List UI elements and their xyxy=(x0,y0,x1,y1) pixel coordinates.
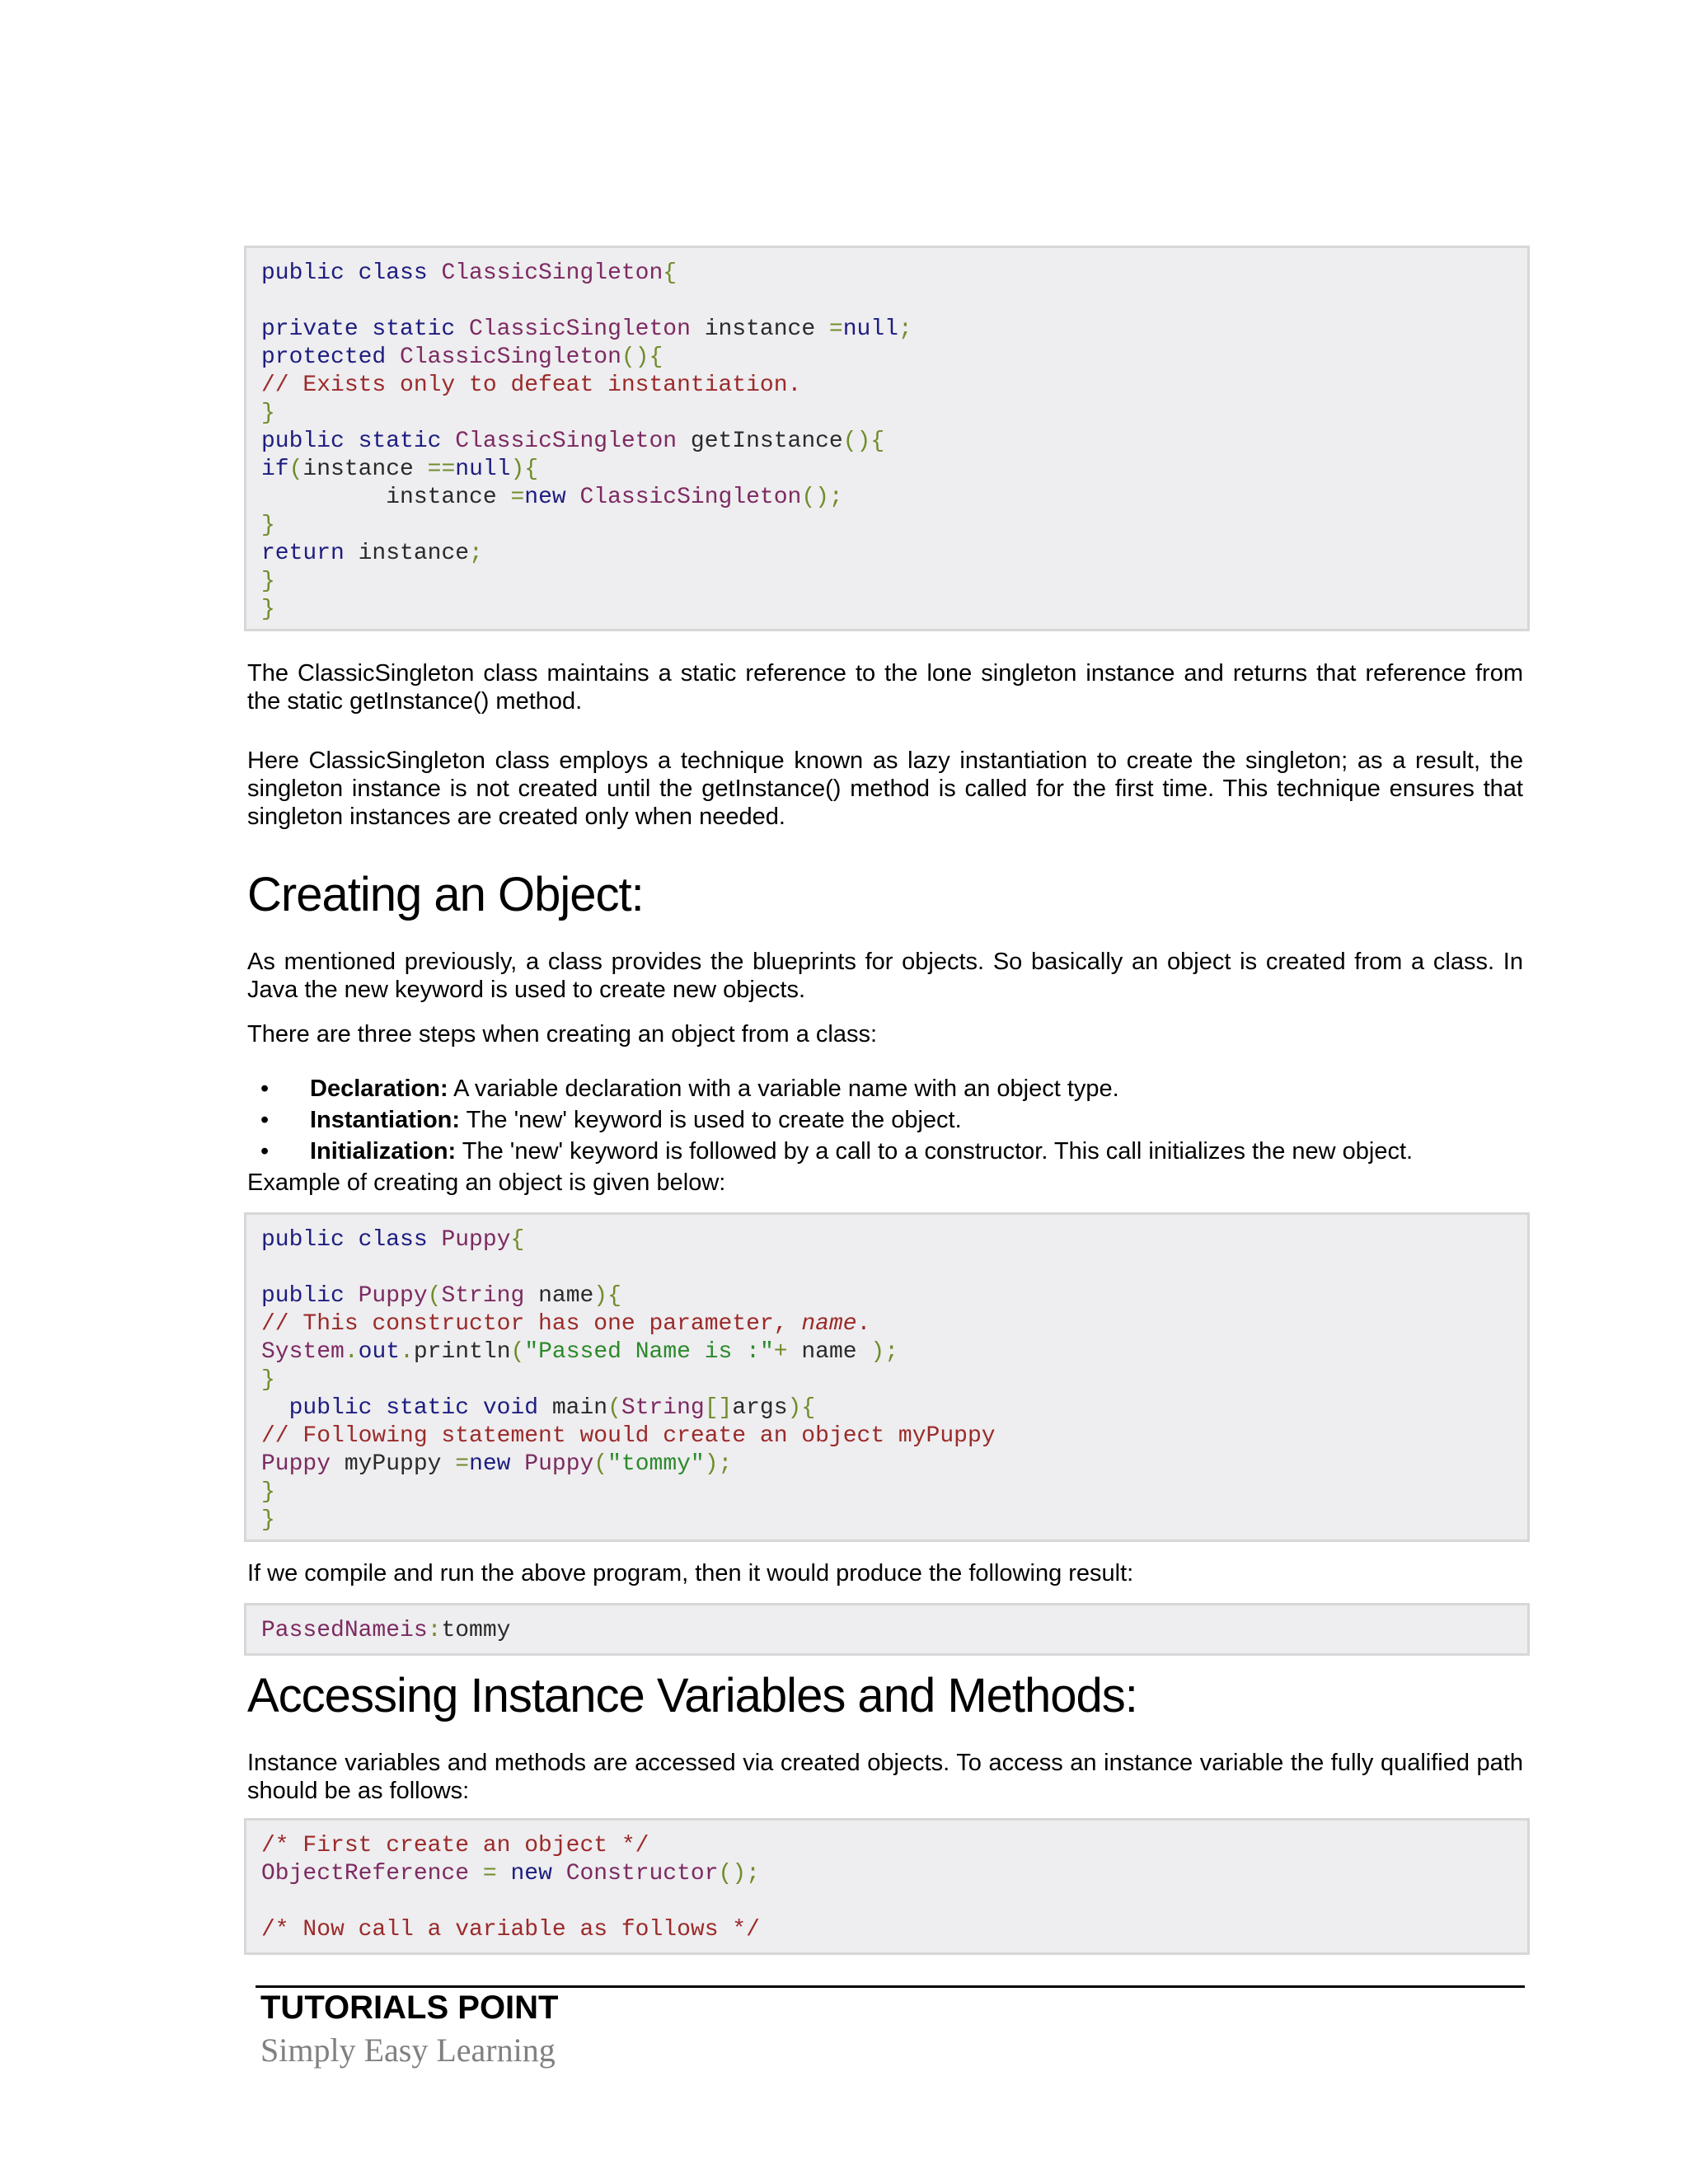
code-token: } xyxy=(261,513,275,538)
code-token: ClassicSingleton xyxy=(469,316,691,342)
code-line xyxy=(261,260,1512,288)
code-token: ClassicSingleton xyxy=(579,485,802,510)
code-token: String xyxy=(621,1395,705,1421)
code-token: return xyxy=(261,541,359,566)
code-token: getInstance xyxy=(677,429,843,454)
code-line xyxy=(261,400,1512,428)
code-token: ); xyxy=(704,1451,733,1477)
code-line xyxy=(261,1310,1512,1338)
code-token: name xyxy=(524,1283,594,1309)
code-token: } xyxy=(261,1367,275,1393)
code-token: == xyxy=(427,457,456,482)
code-token: ( xyxy=(427,1283,442,1309)
code-token: ){ xyxy=(787,1395,816,1421)
paragraph-singleton-reference: The ClassicSingleton class maintains a static reference to the lone singleton instance and returns that reference from the static getInstance() method. xyxy=(247,660,1523,715)
code-token: Puppy xyxy=(441,1227,511,1253)
code-token: String xyxy=(441,1283,525,1309)
desc-initialization: The 'new' keyword is followed by a call to a constructor. This call initializes the new object. xyxy=(456,1138,1414,1165)
code-token: ClassicSingleton xyxy=(400,344,621,370)
code-block-output xyxy=(244,1603,1530,1656)
code-token: new xyxy=(469,1451,525,1477)
code-token: ClassicSingleton xyxy=(455,429,678,454)
code-token: new xyxy=(524,485,580,510)
code-line xyxy=(261,1451,1512,1479)
code-token: } xyxy=(261,569,275,594)
code-token: PassedNameis xyxy=(261,1618,428,1643)
bullet-icon: • xyxy=(260,1076,270,1102)
code-token: // This constructor has one parameter, xyxy=(261,1311,802,1337)
code-token: ( xyxy=(607,1395,621,1421)
code-token: null xyxy=(455,457,511,482)
code-line xyxy=(261,1888,1512,1916)
code-token: = xyxy=(455,1451,470,1477)
code-line xyxy=(261,1916,1512,1944)
code-block-puppy xyxy=(244,1212,1530,1542)
list-item-instantiation xyxy=(247,1104,1413,1136)
code-token: "Passed Name is :" xyxy=(524,1339,774,1365)
code-token: ){ xyxy=(510,457,539,482)
code-token: ); xyxy=(870,1339,899,1365)
code-line xyxy=(261,1479,1512,1507)
code-token: Constructor xyxy=(565,1861,719,1886)
code-token: ; xyxy=(469,541,483,566)
code-token: Puppy xyxy=(524,1451,594,1477)
code-token: = xyxy=(469,1861,511,1886)
code-line xyxy=(261,456,1512,484)
term-instantiation: Instantiation: xyxy=(310,1107,461,1133)
paragraph-compile-run: If we compile and run the above program, then it would produce the following result: xyxy=(247,1560,1134,1586)
footer-tagline: Simply Easy Learning xyxy=(260,2032,556,2069)
code-line xyxy=(261,484,1512,512)
code-token: myPuppy xyxy=(331,1451,456,1477)
code-token: { xyxy=(510,1227,525,1253)
code-token: public static void xyxy=(261,1395,552,1421)
code-token: . xyxy=(856,1311,871,1337)
code-line xyxy=(261,1394,1512,1422)
heading-creating-an-object: Creating an Object: xyxy=(247,868,644,921)
code-line xyxy=(261,372,1512,400)
code-token: Puppy xyxy=(358,1283,428,1309)
code-token: (){ xyxy=(842,429,885,454)
code-token: . xyxy=(344,1339,359,1365)
desc-declaration: A variable declaration with a variable name with an object type. xyxy=(448,1076,1119,1102)
code-line xyxy=(261,540,1512,568)
list-item-initialization xyxy=(247,1136,1413,1167)
paragraph-example-intro: Example of creating an object is given below: xyxy=(247,1169,726,1196)
code-line xyxy=(261,1507,1512,1535)
code-token: out xyxy=(358,1339,401,1365)
code-token: System xyxy=(261,1339,345,1365)
code-line xyxy=(261,1226,1512,1254)
code-token: if xyxy=(261,457,289,482)
code-token: + xyxy=(773,1339,788,1365)
code-token: /* First create an object */ xyxy=(261,1833,649,1858)
desc-instantiation: The 'new' keyword is used to create the object. xyxy=(460,1107,962,1133)
code-line xyxy=(261,316,1512,344)
code-token: : xyxy=(427,1618,442,1643)
code-token: null xyxy=(842,316,898,342)
code-line xyxy=(261,1832,1512,1860)
code-token: = xyxy=(510,485,525,510)
code-token: name xyxy=(801,1311,857,1337)
code-line xyxy=(261,568,1512,596)
code-line xyxy=(261,428,1512,456)
code-block-classic-singleton xyxy=(244,246,1530,631)
code-token: ObjectReference xyxy=(261,1861,470,1886)
code-block-object-reference xyxy=(244,1818,1530,1955)
code-token: ( xyxy=(288,457,303,482)
code-token: (); xyxy=(801,485,843,510)
code-line xyxy=(261,596,1512,624)
code-token: } xyxy=(261,401,275,426)
code-token: /* Now call a variable as follows */ xyxy=(261,1917,760,1943)
heading-accessing-instance-variables: Accessing Instance Variables and Methods: xyxy=(247,1669,1137,1722)
code-line xyxy=(261,1338,1512,1366)
code-token: // Exists only to defeat instantiation. xyxy=(261,373,802,398)
steps-list xyxy=(247,1073,1413,1167)
code-token: ( xyxy=(593,1451,608,1477)
code-token: new xyxy=(510,1861,566,1886)
code-line xyxy=(261,1422,1512,1451)
code-token: instance xyxy=(358,541,470,566)
code-token: = xyxy=(828,316,843,342)
list-item-declaration xyxy=(247,1073,1413,1104)
code-token: "tommy" xyxy=(607,1451,705,1477)
code-line xyxy=(261,1366,1512,1394)
paragraph-lazy-instantiation: Here ClassicSingleton class employs a technique known as lazy instantiation to create the singleton; as a result, the singleton instance is not created until the getInstance() method is called for the first time. This technique ensures that singleton instances are created only when needed. xyxy=(247,748,1523,830)
code-token: tommy xyxy=(441,1618,511,1643)
paragraph-blueprints: As mentioned previously, a class provides the blueprints for objects. So basically an object is created from a class. In Java the new keyword is used to create new objects. xyxy=(247,949,1523,1003)
code-token: . xyxy=(400,1339,414,1365)
code-token: ( xyxy=(510,1339,525,1365)
code-token: // Following statement would create an object myPuppy xyxy=(261,1423,996,1449)
code-token: name xyxy=(787,1339,871,1365)
code-token: args xyxy=(732,1395,788,1421)
code-token: public static xyxy=(261,429,456,454)
code-token: main xyxy=(551,1395,608,1421)
code-line xyxy=(261,1617,1512,1645)
code-line xyxy=(261,1860,1512,1888)
term-initialization: Initialization: xyxy=(310,1138,457,1165)
code-token: (); xyxy=(718,1861,760,1886)
bullet-icon: • xyxy=(260,1107,270,1133)
paragraph-instance-access: Instance variables and methods are accessed via created objects. To access an instance variable the fully qualified path should be as follows: xyxy=(247,1750,1523,1804)
code-token: (){ xyxy=(621,344,663,370)
code-token: instance xyxy=(302,457,428,482)
code-token: ClassicSingleton xyxy=(441,260,663,286)
code-token: public class xyxy=(261,260,442,286)
code-token: public class xyxy=(261,1227,442,1253)
code-token: public xyxy=(261,1283,359,1309)
code-token: instance xyxy=(261,485,511,510)
code-line xyxy=(261,344,1512,372)
code-token: } xyxy=(261,597,275,622)
code-line xyxy=(261,1254,1512,1282)
code-line xyxy=(261,1282,1512,1310)
footer-brand: TUTORIALS POINT xyxy=(260,1990,559,2026)
code-token: protected xyxy=(261,344,401,370)
bullet-icon: • xyxy=(260,1138,270,1165)
code-token: ; xyxy=(898,316,912,342)
code-token: [] xyxy=(704,1395,733,1421)
code-line xyxy=(261,512,1512,540)
code-token: } xyxy=(261,1479,275,1505)
code-token: instance xyxy=(690,316,829,342)
code-token: Puppy xyxy=(261,1451,331,1477)
code-token: } xyxy=(261,1507,275,1533)
paragraph-three-steps: There are three steps when creating an object from a class: xyxy=(247,1021,878,1047)
code-token: { xyxy=(663,260,678,286)
code-token: ){ xyxy=(593,1283,621,1309)
term-declaration: Declaration: xyxy=(310,1076,448,1102)
footer-divider xyxy=(256,1985,1525,1988)
code-line xyxy=(261,288,1512,316)
code-token: println xyxy=(413,1339,511,1365)
code-token: private static xyxy=(261,316,470,342)
